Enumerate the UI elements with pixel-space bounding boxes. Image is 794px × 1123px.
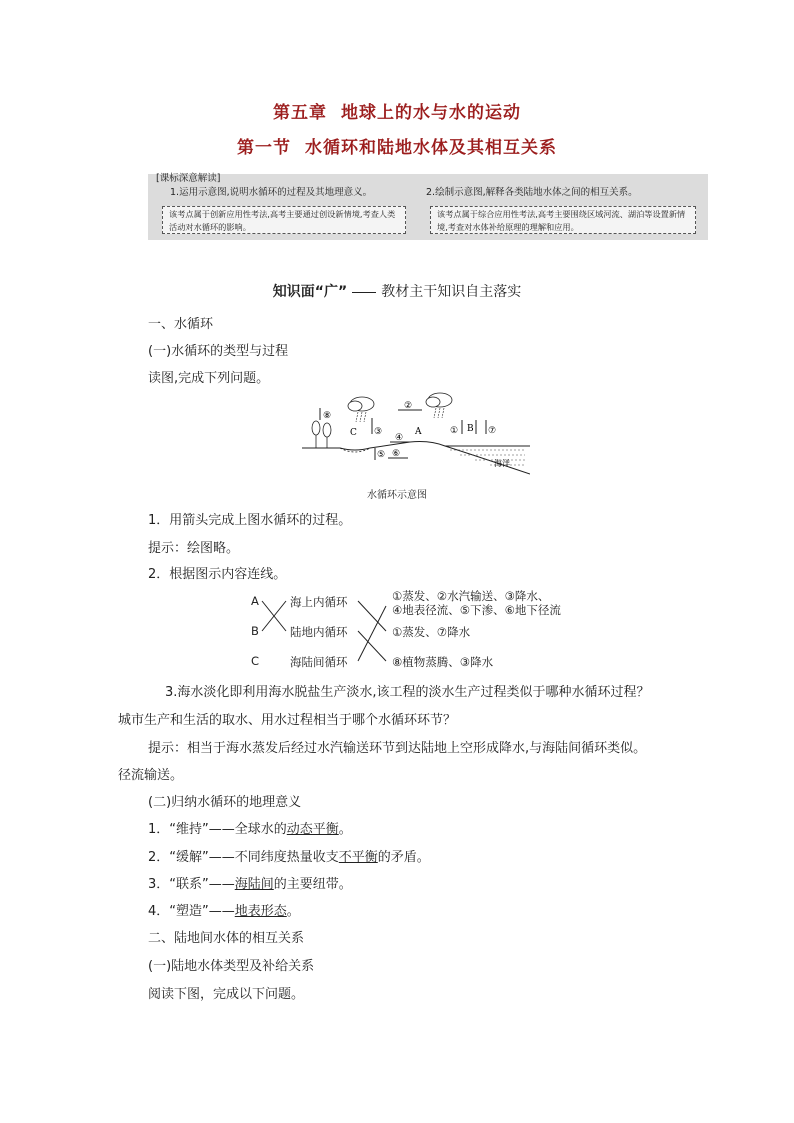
tree-icon <box>312 421 331 448</box>
exam-note-2: 该考点属于综合应用性考法,高考主要围绕区域河流、湖泊等设置新情境,考查对水体补给原理的理解和应用。 <box>430 206 696 234</box>
read-instruction-2: 阅读下图，完成以下问题。 <box>148 987 305 1002</box>
heading-land-water: 二、陆地间水体的相互关系 <box>148 931 305 946</box>
hint-3-line-1: 提示：相当于海水蒸发后经过水汽输送环节到达陆地上空形成降水,与海陆间循环类似。 <box>148 741 647 756</box>
match-mid-3: 海陆间循环 <box>290 655 348 669</box>
significance-2: 2．“缓解”——不同纬度热量收支不平衡的矛盾。 <box>148 850 430 865</box>
match-mid-1: 海上内循环 <box>290 595 348 609</box>
label-B: B <box>467 424 474 434</box>
chapter-name: 地球上的水与水的运动 <box>341 103 521 123</box>
knowledge-header-rest: 教材主干知识自主落实 <box>381 284 522 300</box>
label-2: ② <box>404 401 413 411</box>
water-cycle-diagram <box>300 390 530 485</box>
question-1: 1．用箭头完成上图水循环的过程。 <box>148 513 352 528</box>
standards-box <box>148 174 708 240</box>
requirement-1: 1.运用示意图,说明水循环的过程及其地理意义。 <box>170 187 373 198</box>
match-line-3 <box>358 606 386 661</box>
section-number: 第一节 <box>237 138 291 158</box>
label-1: ① <box>450 426 459 436</box>
keyword-underlined: 海陆间 <box>234 877 274 892</box>
match-line-1 <box>358 601 386 631</box>
sea-hatching <box>450 450 525 465</box>
match-right-1b: ④地表径流、⑤下渗、⑥地下径流 <box>392 603 561 617</box>
match-right-3: ⑧植物蒸腾、③降水 <box>392 655 494 669</box>
label-8: ⑧ <box>323 411 332 421</box>
subheading-significance: (二)归纳水循环的地理意义 <box>148 795 302 810</box>
label-7: ⑦ <box>488 426 497 436</box>
label-3: ③ <box>374 427 383 437</box>
matching-exercise <box>248 590 578 670</box>
question-3-line-1: 3.海水淡化即利用海水脱盐生产淡水,该工程的淡水生产过程类似于哪种水循环过程？ <box>165 685 650 700</box>
heading-water-cycle: 一、水循环 <box>148 317 214 332</box>
label-5: ⑤ <box>377 450 386 460</box>
significance-4: 4．“塑造”——地表形态。 <box>148 904 300 919</box>
knowledge-header-bold: 知识面“广” <box>272 284 348 300</box>
significance-1: 1．“维持”——全球水的动态平衡。 <box>148 822 352 837</box>
match-line-2 <box>358 631 386 661</box>
question-2: 2．根据图示内容连线。 <box>148 567 287 582</box>
standards-tag: [课标深意解读] <box>156 173 221 184</box>
cloud-icon <box>426 393 452 418</box>
keyword-underlined: 动态平衡 <box>286 822 339 837</box>
label-4: ④ <box>395 433 404 443</box>
match-mid-2: 陆地内循环 <box>290 625 348 639</box>
significance-3: 3．“联系”——海陆间的主要纽带。 <box>148 877 352 892</box>
chapter-number: 第五章 <box>273 103 327 123</box>
header-dash <box>352 292 376 293</box>
knowledge-section-header <box>0 281 794 301</box>
match-right-1a: ①蒸发、②水汽输送、③降水、 <box>392 589 550 603</box>
cloud-icon <box>348 397 374 422</box>
label-C: C <box>350 428 357 438</box>
keyword-underlined: 不平衡 <box>338 850 378 865</box>
hint-3-line-2: 径流输送。 <box>118 768 184 783</box>
match-left-C: C <box>251 654 260 668</box>
question-3-line-2: 城市生产和生活的取水、用水过程相当于哪个水循环环节？ <box>118 713 457 728</box>
match-left-A: A <box>251 594 259 608</box>
label-sea: 海洋 <box>494 459 510 468</box>
subheading-types: (一)水循环的类型与过程 <box>148 344 289 359</box>
label-A: A <box>415 427 422 437</box>
label-6: ⑥ <box>392 449 401 459</box>
match-left-B: B <box>251 624 259 638</box>
section-title <box>0 133 794 158</box>
subheading-land-water-types: (一)陆地水体类型及补给关系 <box>148 959 315 974</box>
section-name: 水循环和陆地水体及其相互关系 <box>305 138 557 158</box>
keyword-underlined: 地表形态 <box>234 904 287 919</box>
read-instruction-1: 读图,完成下列问题。 <box>148 371 270 386</box>
match-right-2: ①蒸发、⑦降水 <box>392 625 471 639</box>
hint-1: 提示：绘图略。 <box>148 541 240 556</box>
figure-1-caption: 水循环示意图 <box>367 490 427 501</box>
exam-note-1: 该考点属于创新应用性考法,高考主要通过创设新情境,考查人类活动对水循环的影响。 <box>162 206 406 234</box>
chapter-title <box>0 98 794 123</box>
requirement-2: 2.绘制示意图,解释各类陆地水体之间的相互关系。 <box>426 187 638 198</box>
